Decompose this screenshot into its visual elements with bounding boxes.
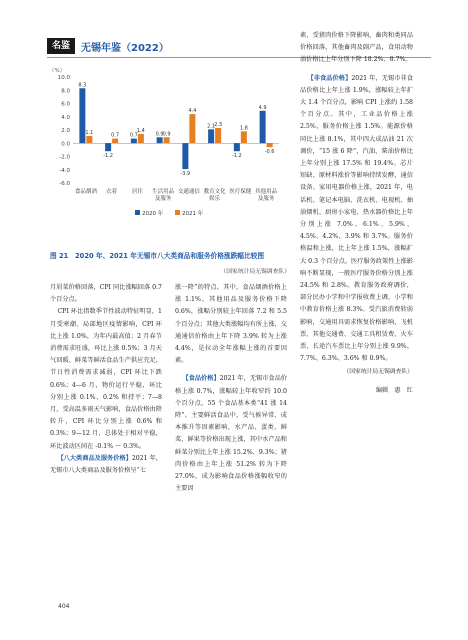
category-label: 食品烟酒 (74, 189, 97, 195)
category-label: 生活用品 (152, 189, 175, 195)
paragraph-text: 2021 年，无锡市八大类商品及服务价格呈“七 (50, 454, 162, 475)
bar-2020 (105, 143, 111, 151)
data-label: 1.4 (136, 127, 145, 134)
y-tick-label: 10.0 (57, 75, 70, 81)
category-label: 医疗保健 (229, 189, 252, 195)
price-change-chart (47, 65, 287, 245)
data-label: 4.9 (258, 104, 267, 111)
y-tick-label: 0.0 (61, 141, 70, 148)
text-column-3 (300, 30, 413, 397)
yearbook-logo: 名鉴 (47, 38, 75, 54)
bar-2020 (182, 143, 188, 169)
paragraph: CPI 环比指数季节性波动特征明显，1 月受寒潮、局部地区疫情影响，CPI 环比上涨 1.0%，为年内最高值；2 月春节消费需求旺盛，环比上涨 0.5%；3 月天气回暖、鲜菜等鲜活食品生产供应充足，节日性消费需求减弱，CPI 环比下跌 0.6%；4—6 月，物价运行平稳，环比分别上涨 0.1%、0.2% 和持平；7—8 月，受高温多雨天气影响，食品价格由降转升，CPI 环比分别上涨 0.6% 和 0.3%；9—12 月，总体处于相对平稳，环比波动区间在 -0.1% ～ 0.3%。 (50, 308, 162, 450)
running-title: 无锡年鉴（2022） (81, 43, 169, 54)
text-column-2 (175, 282, 287, 495)
figure-caption: 图 21 2020 年、2021 年无锡市八大类商品和服务价格涨跌幅比较图 (50, 252, 265, 260)
paragraph (50, 453, 162, 477)
bar-2021 (215, 128, 221, 143)
bar-2021 (138, 134, 144, 143)
bar-2021 (164, 137, 170, 143)
category-label: 及服务 (154, 196, 172, 202)
paragraph: 涨一降”的特点。其中，食品烟酒价格上涨 1.1%，其他用品及服务价格下降 0.6%，涨幅分别较上年回落 7.2 和 5.5 个百分点；其他大类涨幅均有所上涨，交通通信价格由上年下降 3.9% 转为上涨 4.4%，是拉动全年涨幅上涨的首要因素。 (175, 284, 287, 365)
bar-2020 (260, 111, 266, 143)
bar-2020 (234, 143, 240, 151)
data-label: 2.1 (207, 123, 216, 130)
section-heading: 【非食品价格】 (307, 74, 352, 82)
data-label: 0.9 (162, 131, 171, 138)
text-source: （国家统计局无锡调查队） (343, 369, 413, 376)
paragraph (300, 73, 413, 366)
category-label: 及服务 (257, 196, 275, 202)
category-label: 教育文化 (203, 189, 226, 195)
y-tick-label: 8.0 (61, 88, 70, 95)
paragraph (175, 373, 287, 495)
bar-2021 (241, 131, 247, 143)
paragraph: 月屑菜价格回落，CPI 同比涨幅回落 0.7 个百分点。 (50, 284, 162, 304)
legend-label: 2020 年 (142, 211, 164, 217)
data-label: -1.2 (231, 153, 242, 160)
bar-2021 (267, 143, 273, 147)
y-tick-label: 2.0 (61, 128, 70, 134)
data-label: -0.6 (264, 149, 275, 156)
legend-label: 2021 年 (182, 211, 204, 217)
data-label: 0.7 (111, 132, 120, 139)
editor-credit: 编辑 惠 红 (375, 386, 413, 394)
bar-2020 (157, 137, 163, 143)
bar-2020 (208, 129, 214, 143)
data-label: 1.1 (85, 129, 94, 136)
section-heading: 【八大类商品及服务价格】 (57, 454, 132, 462)
text-column-1 (50, 282, 162, 477)
y-tick-label: -6.0 (59, 181, 70, 187)
legend-swatch (135, 210, 140, 215)
data-label: 8.3 (78, 82, 87, 89)
data-label: 2.3 (214, 122, 223, 129)
y-tick-label: 4.0 (61, 114, 70, 121)
bar-2020 (131, 139, 137, 144)
data-label: 4.4 (188, 108, 197, 115)
data-label: 0.7 (129, 132, 138, 139)
data-label: 0.9 (155, 131, 164, 138)
paragraph-text: 2021 年，无锡市非食品价格比上年上涨 1.9%，涨幅较上年扩大 1.4 个百分点，影响 CPI 上涨约 1.58 个百分点。其中，工业品价格上涨 2.5%，服务价格上涨 1.5%。能源价格同比上涨 8.1%，其中四大成品油 21 次调价，“15 涨 6 降”，汽油、柴油价格比上年分别上涨 17.5% 和 19.4%。芯片短缺、原材料涨价等影响持续发酵，通信设备、家用电器价格上涨，2021 年，电话机、笔记本电脑、洗衣机、电视机、抽油烟机、厨房小家电、热水器价格比上年分别上涨 7.0%、6.1%、5.9%、4.5%、4.2%、3.9% 和 3.7%。服务价格温和上涨，比上年上涨 1.5%，涨幅扩大 0.3 个百分点。医疗服务政策性上涨影响不断显现，一般医疗服务价格分别上涨 24.5% 和 2.8%。教育服务政府调价，部分民办小学和中学报收费上调，小学和中教育价格上涨 8.3%。受汽旅消费转弱影响，交通用具需求恢复价格影响，飞机票、其他交通费、交通工具租赁费、火车票、长途汽车票比上年分别上涨 9.9%、7.7%、6.3%、3.6% 和 0.9%。 (300, 74, 413, 363)
figure-source: （国家统计局无锡调查队） (220, 269, 290, 275)
data-label: -1.2 (103, 153, 114, 160)
section-heading: 【食品价格】 (182, 375, 220, 383)
bar-2021 (112, 139, 118, 144)
category-label: 衣着 (106, 189, 118, 195)
category-label: 居住 (131, 189, 143, 195)
y-tick-label: -2.0 (59, 154, 70, 161)
page-number: 404 (58, 603, 70, 610)
y-tick-label: 6.0 (61, 101, 70, 108)
bar-2021 (189, 114, 195, 143)
y-tick-label: -4.0 (59, 167, 70, 174)
category-label: 娱乐 (209, 196, 221, 202)
category-label: 其他用品 (255, 189, 278, 195)
bar-2021 (86, 136, 92, 143)
chart-svg (47, 65, 287, 245)
data-label: 1.8 (239, 125, 248, 132)
category-label: 交通通信 (177, 189, 200, 195)
paragraph-text: 2021 年，无锡市食品价格上涨 0.7%，涨幅较上年收窄约 10.0 个百分点，55 个食品基本类“41 涨 14 降”。主要鲜活食品中，受气候异常、成本推升等因素影响，水产品、蛋类、鲜菜、鲜果等价格出现上涨，其中水产品和鲜菜分别比上年上涨 15.2%、9.3%；猪肉价格由上年上涨 51.2% 转为下降 27.0%，成为影响食品价格涨幅收窄的主要因 (175, 375, 287, 493)
y-axis-label: （%） (49, 68, 66, 74)
paragraph: 素，受猪肉价格下降影响，畜肉和类同品价格回落，其他畜肉及副产品，食用动物油价格比上年分别下降 18.2%、8.7%。 (300, 32, 413, 64)
data-label: -3.9 (180, 171, 191, 178)
legend-swatch (175, 210, 180, 215)
